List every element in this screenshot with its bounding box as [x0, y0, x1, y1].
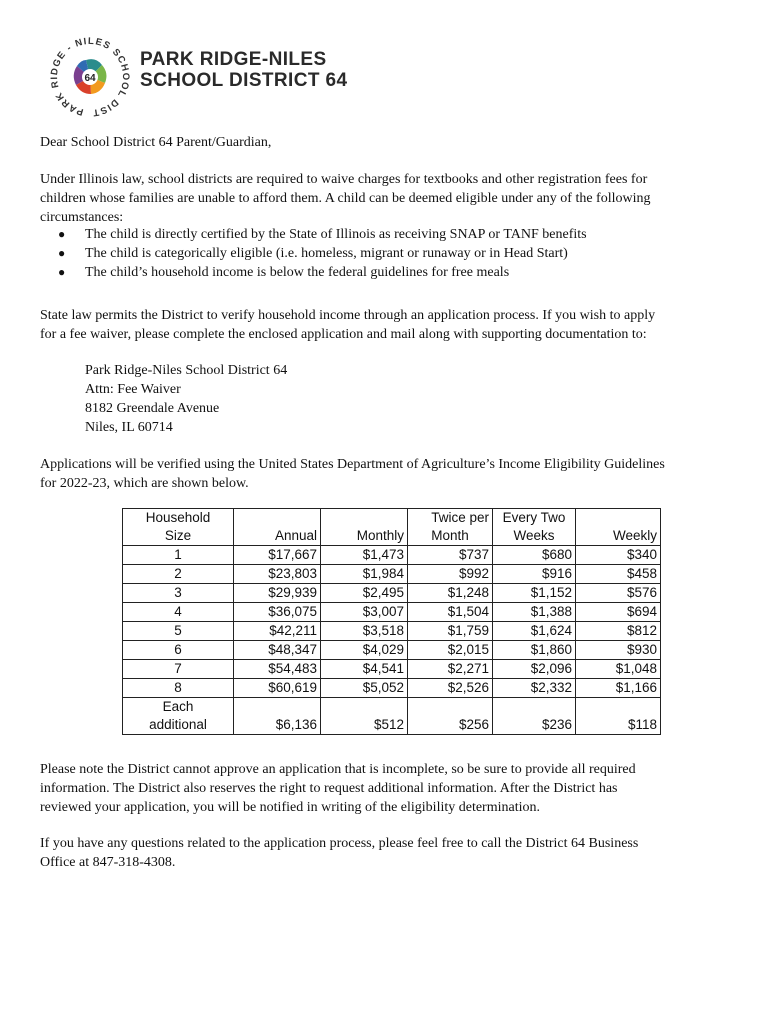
table-cell: $340: [576, 546, 661, 565]
questions-line: If you have any questions related to the application process, please feel free to call the District 64 Business: [40, 836, 639, 851]
district-logo-emblem: [40, 30, 140, 125]
table-cell: $6,136: [234, 698, 321, 735]
table-cell: 3: [123, 584, 234, 603]
table-cell: $1,388: [493, 603, 576, 622]
intro-paragraph: [40, 170, 730, 227]
intro-line: circumstances:: [40, 210, 124, 225]
table-cell: $1,473: [321, 546, 408, 565]
bullet-icon: ●: [58, 265, 66, 279]
table-cell: 8: [123, 679, 234, 698]
table-cell: $694: [576, 603, 661, 622]
table-cell: $54,483: [234, 660, 321, 679]
address-line: Attn: Fee Waiver: [85, 382, 181, 397]
incomplete-application-note: [40, 760, 730, 817]
table-cell: 6: [123, 641, 234, 660]
table-cell: $812: [576, 622, 661, 641]
table-cell: $23,803: [234, 565, 321, 584]
address-line: Park Ridge-Niles School District 64: [85, 363, 288, 378]
note-line: information. The District also reserves the right to request additional information. After the District has: [40, 781, 618, 796]
intro-line: Under Illinois law, school districts are required to waive charges for textbooks and other registration fees for: [40, 172, 648, 187]
table-cell: $1,984: [321, 565, 408, 584]
table-cell: $458: [576, 565, 661, 584]
questions-line: Office at 847-318-4308.: [40, 855, 176, 870]
table-row: [123, 603, 661, 622]
table-cell: $916: [493, 565, 576, 584]
eligibility-item: ● The child’s household income is below the federal guidelines for free meals: [58, 265, 510, 280]
table-cell: $3,518: [321, 622, 408, 641]
table-cell: 4: [123, 603, 234, 622]
district-name-line2: SCHOOL DISTRICT 64: [140, 70, 348, 91]
table-cell: $2,015: [408, 641, 493, 660]
header-annual: Annual: [234, 509, 321, 546]
table-cell: $1,624: [493, 622, 576, 641]
table-cell: $1,504: [408, 603, 493, 622]
table-header-row: [123, 509, 661, 546]
table-row: [123, 641, 661, 660]
table-row: [123, 679, 661, 698]
table-cell: $42,211: [234, 622, 321, 641]
eligibility-item: ● The child is directly certified by the State of Illinois as receiving SNAP or TANF benefits: [58, 227, 587, 242]
table-cell: $4,541: [321, 660, 408, 679]
table-cell: $1,860: [493, 641, 576, 660]
header-household-size: Household Size: [123, 509, 234, 546]
table-cell: $2,495: [321, 584, 408, 603]
table-cell: $1,248: [408, 584, 493, 603]
table-cell: $1,759: [408, 622, 493, 641]
header-weekly: Weekly: [576, 509, 661, 546]
table-row-each-additional: [123, 698, 661, 735]
table-cell: $1,166: [576, 679, 661, 698]
salutation: Dear School District 64 Parent/Guardian,: [40, 135, 272, 150]
table-row: [123, 622, 661, 641]
note-line: reviewed your application, you will be notified in writing of the eligibility determination.: [40, 800, 540, 815]
header-twice-per-month: Twice per Month: [408, 509, 493, 546]
address-line: 8182 Greendale Avenue: [85, 401, 220, 416]
table-cell: $680: [493, 546, 576, 565]
state-law-line: State law permits the District to verify household income through an application process. If you wish to apply: [40, 308, 656, 323]
table-cell: $4,029: [321, 641, 408, 660]
district-name: [140, 49, 347, 91]
table-cell: $2,096: [493, 660, 576, 679]
verification-line: Applications will be verified using the United States Department of Agriculture’s Income Eligibility Guidelines: [40, 457, 665, 472]
header-monthly: Monthly: [321, 509, 408, 546]
table-cell: $576: [576, 584, 661, 603]
table-cell: 5: [123, 622, 234, 641]
table-cell: $48,347: [234, 641, 321, 660]
table-cell: $1,152: [493, 584, 576, 603]
table-cell: $29,939: [234, 584, 321, 603]
eligibility-list: [40, 225, 587, 282]
table-row: [123, 565, 661, 584]
header-every-two-weeks: Every Two Weeks: [493, 509, 576, 546]
table-cell: 2: [123, 565, 234, 584]
table-cell: 7: [123, 660, 234, 679]
table-cell: $5,052: [321, 679, 408, 698]
table-cell: $256: [408, 698, 493, 735]
state-law-line: for a fee waiver, please complete the enclosed application and mail along with supporting documentation to:: [40, 327, 647, 342]
verification-paragraph: [40, 455, 730, 493]
table-cell: $36,075: [234, 603, 321, 622]
table-row: [123, 546, 661, 565]
eligibility-item: ● The child is categorically eligible (i.e. homeless, migrant or runaway or in Head Start): [58, 246, 568, 261]
table-cell: $512: [321, 698, 408, 735]
table-cell: $2,332: [493, 679, 576, 698]
verification-line: for 2022-23, which are shown below.: [40, 476, 249, 491]
district-logo: [40, 30, 140, 125]
logo-center-number: 64: [84, 73, 96, 84]
questions-paragraph: [40, 834, 730, 872]
table-cell: $1,048: [576, 660, 661, 679]
district-name-line1: PARK RIDGE-NILES: [140, 49, 327, 70]
table-cell: $2,271: [408, 660, 493, 679]
table-cell: $992: [408, 565, 493, 584]
intro-line: children whose families are unable to afford them. A child can be deemed eligible under any of the following: [40, 191, 651, 206]
table-row: [123, 660, 661, 679]
table-cell: $17,667: [234, 546, 321, 565]
each-additional-label: Each additional: [123, 698, 234, 735]
income-eligibility-table: [122, 508, 661, 735]
table-row: [123, 584, 661, 603]
table-cell: $737: [408, 546, 493, 565]
mailing-address: [85, 361, 287, 437]
table-cell: $930: [576, 641, 661, 660]
table-cell: $2,526: [408, 679, 493, 698]
bullet-icon: ●: [58, 227, 66, 241]
bullet-icon: ●: [58, 246, 66, 260]
table-cell: $60,619: [234, 679, 321, 698]
logo-ring-text: PARK RIDGE - NILES SCHOOL DIST: [48, 35, 132, 119]
table-body: [123, 546, 661, 735]
table-cell: 1: [123, 546, 234, 565]
table-cell: $236: [493, 698, 576, 735]
table-cell: $118: [576, 698, 661, 735]
table-cell: $3,007: [321, 603, 408, 622]
note-line: Please note the District cannot approve an application that is incomplete, so be sure to provide all required: [40, 762, 636, 777]
state-law-paragraph: [40, 306, 730, 344]
address-line: Niles, IL 60714: [85, 420, 173, 435]
